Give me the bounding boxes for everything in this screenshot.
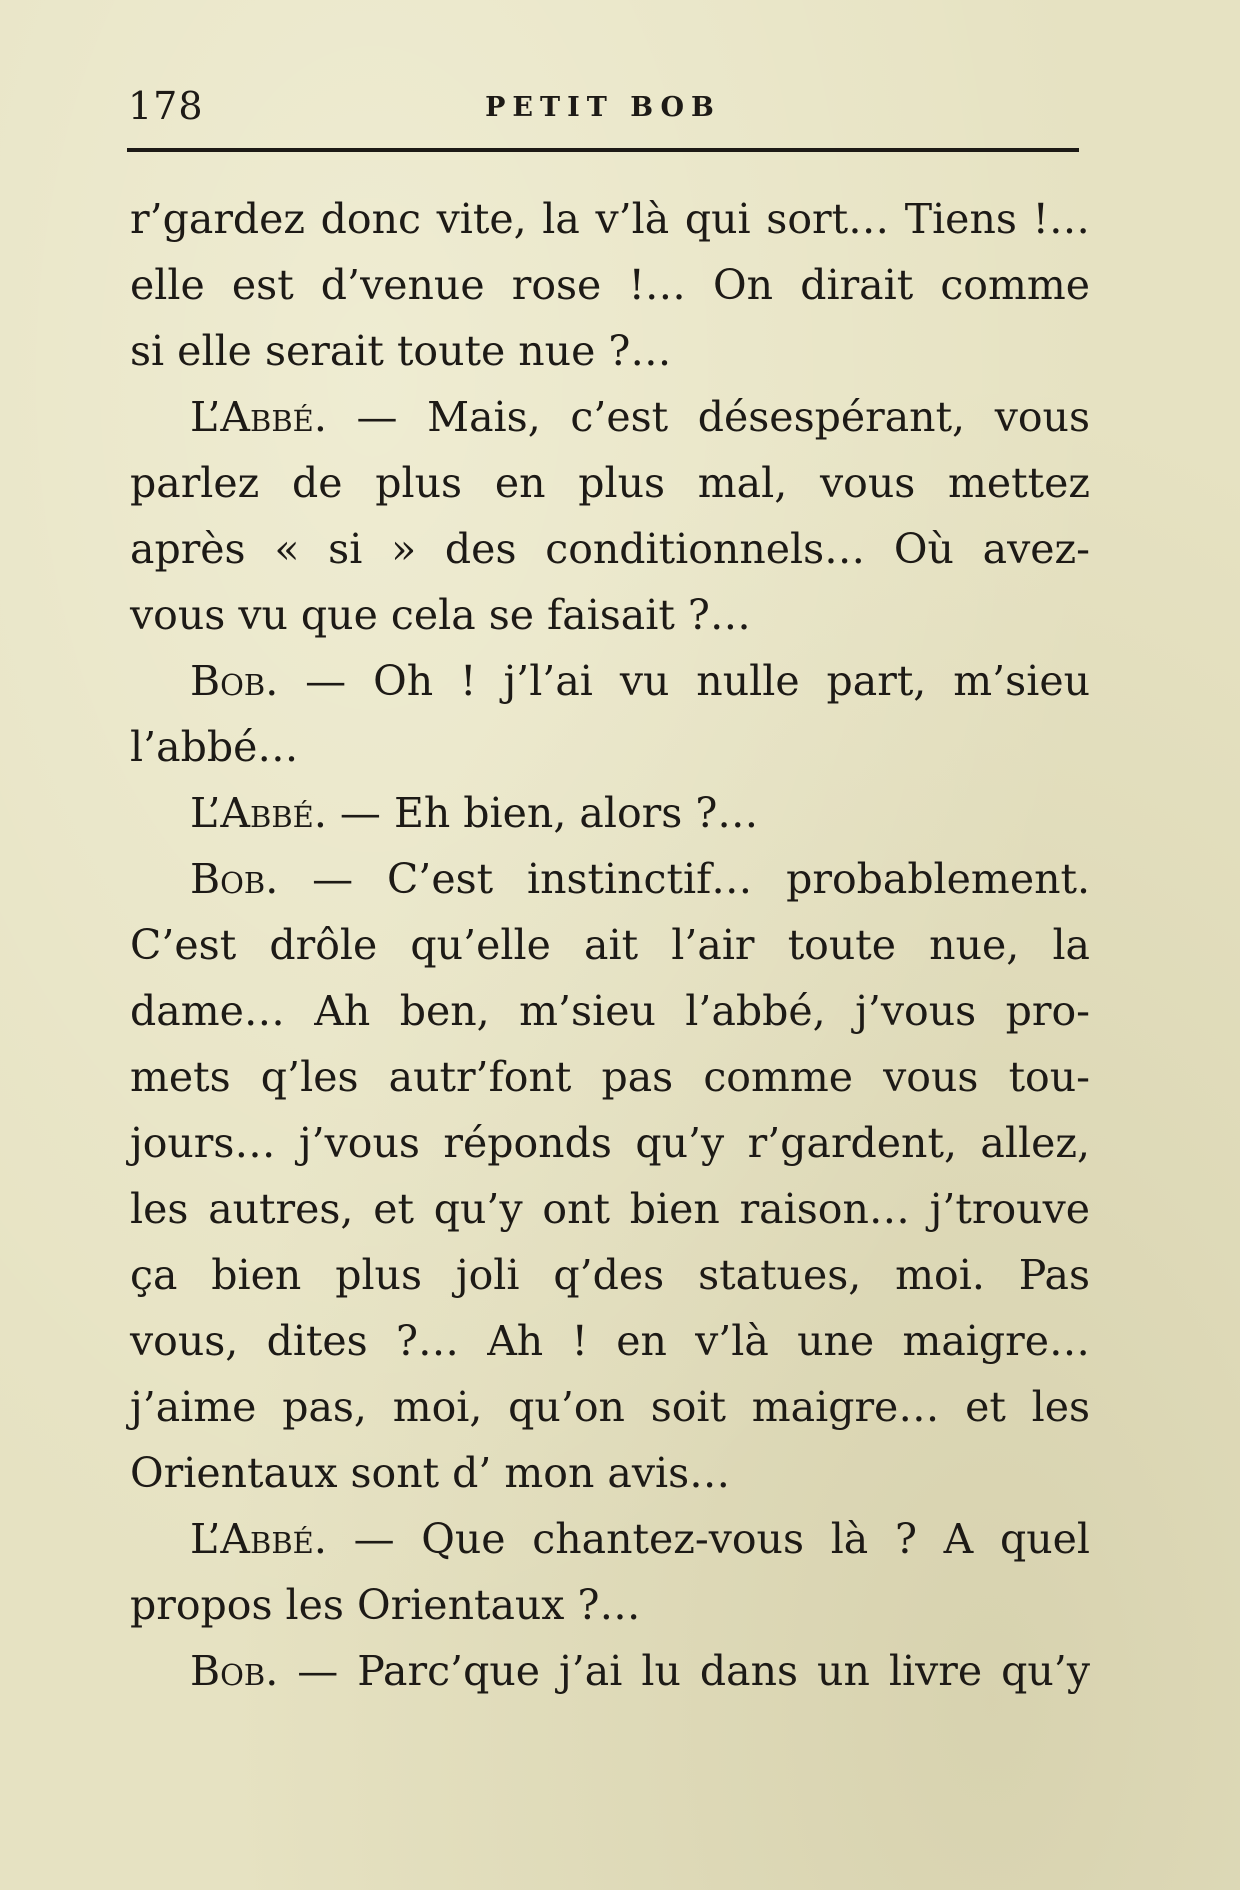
text-line bbox=[130, 1044, 1090, 1110]
text-line bbox=[130, 648, 1090, 714]
running-title: PETIT BOB bbox=[485, 92, 721, 123]
text-line bbox=[130, 846, 1090, 912]
text-line bbox=[130, 450, 1090, 516]
line-text: — Oh ! j’l’ai vu nulle part, m’sieu bbox=[278, 657, 1090, 705]
text-line bbox=[130, 252, 1090, 318]
text-line bbox=[130, 582, 1090, 648]
speaker-name: L’Abbé. bbox=[190, 789, 327, 837]
text-line bbox=[130, 1440, 1090, 1506]
text-line bbox=[130, 1506, 1090, 1572]
text-line bbox=[130, 912, 1090, 978]
speaker-name: L’Abbé. bbox=[190, 393, 327, 441]
speaker-name: Bob. bbox=[190, 657, 279, 705]
line-text: vous, dites ?… Ah ! en v’là une maigre… bbox=[130, 1317, 1090, 1365]
text-line bbox=[130, 1242, 1090, 1308]
body-text bbox=[130, 186, 1090, 1704]
line-text: elle est d’venue rose !… On dirait comme bbox=[130, 261, 1090, 309]
line-text: r’gardez donc vite, la v’là qui sort… Tiens !… bbox=[130, 195, 1090, 243]
line-text: jours… j’vous réponds qu’y r’gardent, allez, bbox=[130, 1119, 1090, 1167]
line-text: — Parc’que j’ai lu dans un livre qu’y bbox=[278, 1647, 1090, 1695]
text-line bbox=[130, 384, 1090, 450]
line-text: vous vu que cela se faisait ?… bbox=[130, 591, 751, 639]
text-line bbox=[130, 1638, 1090, 1704]
running-head bbox=[128, 78, 1078, 138]
text-line bbox=[130, 780, 1090, 846]
text-line bbox=[130, 978, 1090, 1044]
line-text: les autres, et qu’y ont bien raison… j’trouve bbox=[130, 1185, 1090, 1233]
text-line bbox=[130, 516, 1090, 582]
speaker-name: L’Abbé. bbox=[190, 1515, 327, 1563]
line-text: Orientaux sont d’ mon avis… bbox=[130, 1449, 731, 1497]
text-line bbox=[130, 714, 1090, 780]
line-text: dame… Ah ben, m’sieu l’abbé, j’vous pro- bbox=[130, 987, 1090, 1035]
header-rule bbox=[127, 148, 1079, 152]
line-text: propos les Orientaux ?… bbox=[130, 1581, 641, 1629]
line-text: après « si » des conditionnels… Où avez- bbox=[130, 525, 1090, 573]
line-text: — Que chantez-vous là ? A quel bbox=[326, 1515, 1090, 1563]
text-line bbox=[130, 1176, 1090, 1242]
text-line bbox=[130, 1374, 1090, 1440]
line-text: C’est drôle qu’elle ait l’air toute nue, la bbox=[130, 921, 1090, 969]
line-text: parlez de plus en plus mal, vous mettez bbox=[130, 459, 1090, 507]
text-line bbox=[130, 1572, 1090, 1638]
text-line bbox=[130, 186, 1090, 252]
text-line bbox=[130, 1110, 1090, 1176]
line-text: — Mais, c’est désespérant, vous bbox=[326, 393, 1090, 441]
line-text: ça bien plus joli q’des statues, moi. Pas bbox=[130, 1251, 1090, 1299]
line-text: j’aime pas, moi, qu’on soit maigre… et les bbox=[130, 1383, 1090, 1431]
page-number: 178 bbox=[128, 84, 204, 128]
speaker-name: Bob. bbox=[190, 1647, 279, 1695]
speaker-name: Bob. bbox=[190, 855, 279, 903]
line-text: — C’est instinctif… probablement. bbox=[278, 855, 1090, 903]
line-text: mets q’les autr’font pas comme vous tou- bbox=[130, 1053, 1090, 1101]
line-text: l’abbé… bbox=[130, 723, 299, 771]
text-line bbox=[130, 1308, 1090, 1374]
line-text: si elle serait toute nue ?… bbox=[130, 327, 672, 375]
text-line bbox=[130, 318, 1090, 384]
line-text: — Eh bien, alors ?… bbox=[326, 789, 759, 837]
